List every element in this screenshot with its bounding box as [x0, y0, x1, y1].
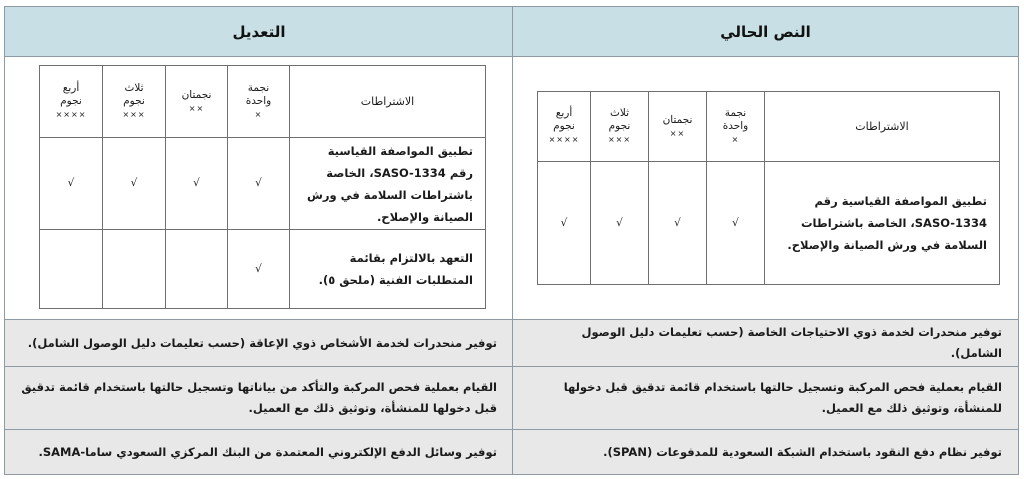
row-payment-amendment: توفير وسائل الدفع الإلكتروني المعتمدة من البنك المركزي السعودي ساما-SAMA.: [5, 430, 513, 474]
table-row: [538, 162, 1000, 285]
two-stars-column-header: [649, 92, 707, 162]
one-star-column-header: [228, 66, 290, 138]
one-star-column-header: [707, 92, 765, 162]
four-stars-column-header: [40, 66, 103, 138]
header-amendment: [5, 7, 513, 56]
three-stars-line2: نجوم: [608, 120, 631, 132]
two-stars-marks: ××: [669, 128, 686, 138]
table-row: [40, 230, 486, 309]
three-stars-column-header: [591, 92, 649, 162]
one-star-line1: نجمة: [724, 107, 747, 119]
check-mark: √: [707, 162, 765, 285]
row-divider: [5, 319, 1018, 320]
one-star-line2: واحدة: [722, 120, 749, 132]
row-ramps-current: توفير منحدرات لخدمة ذوي الاحتياجات الخاصة (حسب تعليمات دليل الوصول الشامل).: [513, 320, 1018, 366]
four-stars-line1: أربع: [62, 82, 80, 94]
table-header-row: [538, 92, 1000, 162]
check-mark: [40, 230, 103, 309]
requirement-cell: تطبيق المواصفة القياسية رقم SASO-1334، الخاصة باشتراطات السلامة في ورش الصيانة والإصلاح.: [290, 138, 486, 230]
three-stars-marks: ×××: [607, 135, 632, 144]
check-mark: √: [40, 138, 103, 230]
row-ramps-amendment: توفير منحدرات لخدمة الأشخاص ذوي الإعاقة (حسب تعليمات دليل الوصول الشامل).: [5, 320, 513, 366]
current-stars-table: [537, 91, 1000, 285]
three-stars-line1: ثلاث: [609, 107, 630, 119]
requirement-cell: تطبيق المواصفة القياسية رقم SASO-1334، الخاصة باشتراطات السلامة في ورش الصيانة والإصلاح.: [765, 162, 1000, 285]
header-current-text: [513, 7, 1018, 56]
amendment-stars-table: [39, 65, 486, 309]
check-mark: √: [538, 162, 591, 285]
check-mark: [103, 230, 166, 309]
four-stars-marks: ××××: [55, 110, 87, 119]
header-amendment-label: التعديل: [232, 22, 286, 41]
table-row: [40, 138, 486, 230]
one-star-marks: ×: [731, 135, 740, 144]
amendment-stars-section: [5, 57, 513, 319]
two-stars-column-header: [166, 66, 228, 138]
three-stars-line2: نجوم: [123, 95, 145, 107]
row-inspection-current: القيام بعملية فحص المركبة وتسجيل حالتها باستخدام قائمة تدقيق قبل دخولها للمنشأة، وتوثيق ذلك مع العميل.: [513, 367, 1018, 429]
check-mark: √: [166, 138, 228, 230]
header-current-label: النص الحالي: [720, 22, 811, 41]
check-mark: √: [228, 138, 290, 230]
requirements-column-header: الاشتراطات: [290, 66, 486, 138]
row-divider: [5, 366, 1018, 367]
row-divider: [5, 56, 1018, 57]
three-stars-marks: ×××: [122, 110, 146, 119]
requirement-cell: التعهد بالالتزام بقائمة المتطلبات الفنية (ملحق ٥).: [290, 230, 486, 309]
two-stars-marks: ××: [188, 103, 205, 113]
check-mark: [166, 230, 228, 309]
two-stars-line1: نجمتان: [181, 88, 212, 101]
table-header-row: [40, 66, 486, 138]
comparison-table: [4, 6, 1019, 475]
row-payment-current: توفير نظام دفع النقود باستخدام الشبكة السعودية للمدفوعات (SPAN).: [513, 430, 1018, 474]
row-inspection-amendment: القيام بعملية فحص المركبة والتأكد من بياناتها وتسجيل حالتها باستخدام قائمة تدقيق قبل دخولها للمنشأة، وتوثيق ذلك مع العميل.: [5, 367, 513, 429]
three-stars-line1: ثلاث: [124, 82, 144, 94]
check-mark: √: [103, 138, 166, 230]
check-mark: √: [228, 230, 290, 309]
one-star-line2: واحدة: [245, 95, 272, 107]
four-stars-marks: ××××: [548, 135, 580, 144]
four-stars-line2: نجوم: [60, 95, 82, 107]
requirements-column-header: الاشتراطات: [765, 92, 1000, 162]
current-stars-section: [513, 57, 1018, 319]
check-mark: √: [649, 162, 707, 285]
four-stars-line1: أربع: [555, 107, 573, 119]
three-stars-column-header: [103, 66, 166, 138]
four-stars-column-header: [538, 92, 591, 162]
check-mark: √: [591, 162, 649, 285]
two-stars-line1: نجمتان: [662, 113, 693, 126]
one-star-marks: ×: [254, 110, 263, 119]
one-star-line1: نجمة: [247, 82, 270, 94]
row-divider: [5, 429, 1018, 430]
column-divider: [512, 7, 513, 474]
four-stars-line2: نجوم: [553, 120, 575, 132]
